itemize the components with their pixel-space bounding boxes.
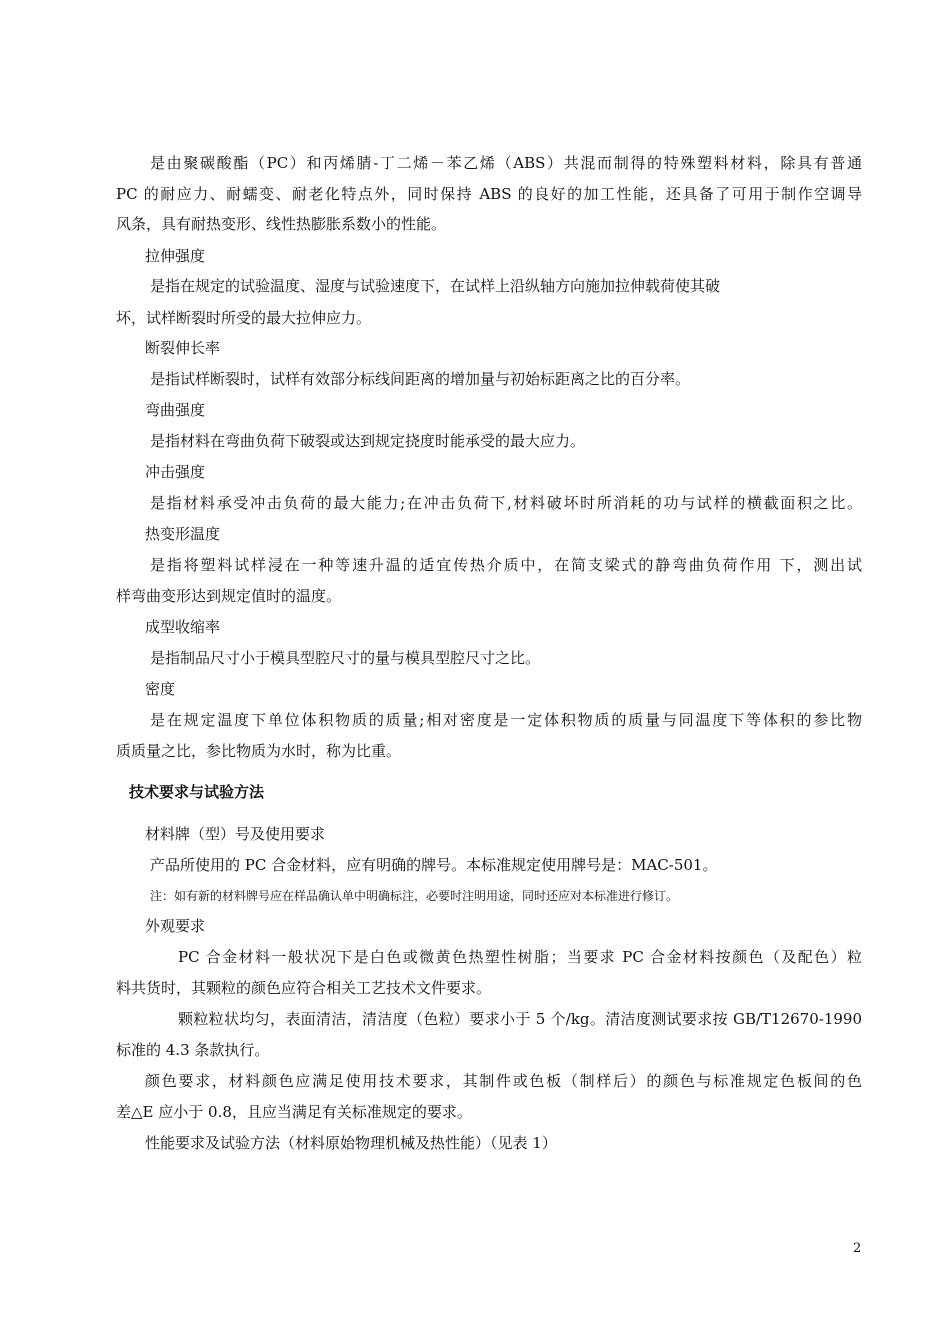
- material-grade-note: 注：如有新的材料牌号应在样品确认单中明确标注，必要时注明用途，同时还应对本标准进行修订。: [150, 889, 679, 903]
- heat-deflection-def-line-2: 样弯曲变形达到规定值时的温度。: [116, 587, 342, 605]
- density-def-line-1: 是在规定温度下单位体积物质的质量;相对密度是一定体积物质的质量与同温度下等体积的参比物: [150, 711, 862, 729]
- tensile-def-line-1: 是指在规定的试验温度、湿度与试验速度下，在试样上沿纵轴方向施加拉伸载荷使其破: [150, 277, 721, 295]
- term-mold-shrinkage: 成型收缩率: [145, 618, 221, 636]
- appearance-p3-line-2: 差△E 应小于 0.8，且应当满足有关标准规定的要求。: [116, 1103, 472, 1121]
- term-heat-deflection: 热变形温度: [145, 525, 221, 543]
- appearance-p1-line-2: 料共货时，其颗粒的颜色应符合相关工艺技术文件要求。: [116, 979, 492, 997]
- term-tensile-strength: 拉伸强度: [145, 247, 206, 265]
- elongation-def: 是指试样断裂时，试样有效部分标线间距离的增加量与初始标距离之比的百分率。: [150, 370, 691, 388]
- tensile-def-line-2: 坏，试样断裂时所受的最大拉伸应力。: [116, 309, 372, 327]
- heat-deflection-def-line-1: 是指将塑料试样浸在一种等速升温的适宜传热介质中，在简支梁式的静弯曲负荷作用 下，测出试: [150, 556, 862, 574]
- material-grade-title: 材料牌（型）号及使用要求: [145, 825, 326, 843]
- term-impact-strength: 冲击强度: [145, 463, 206, 481]
- intro-line-2: PC 的耐应力、耐蠕变、耐老化特点外，同时保持 ABS 的良好的加工性能，还具备了可用于制作空调导: [116, 185, 862, 203]
- term-elongation: 断裂伸长率: [145, 339, 221, 357]
- section-heading: 技术要求与试验方法: [129, 783, 265, 801]
- term-density: 密度: [145, 680, 176, 698]
- density-def-line-2: 质质量之比，参比物质为水时，称为比重。: [116, 742, 402, 760]
- mold-shrinkage-def: 是指制品尺寸小于模具型腔尺寸的量与模具型腔尺寸之比。: [150, 649, 541, 667]
- appearance-p2-line-2: 标准的 4.3 条款执行。: [116, 1041, 270, 1059]
- page-number: 2: [853, 1241, 862, 1256]
- material-grade-text: 产品所使用的 PC 合金材料，应有明确的牌号。本标准规定使用牌号是：MAC-501。: [150, 856, 718, 874]
- intro-line-1: 是由聚碳酸酯（PC）和丙烯腈-丁二烯－苯乙烯（ABS）共混而制得的特殊塑料材料，除具有普通: [150, 154, 862, 172]
- appearance-p3-line-1: 颜色要求，材料颜色应满足使用技术要求，其制件或色板（制样后）的颜色与标准规定色板间的色: [145, 1072, 862, 1090]
- appearance-title: 外观要求: [145, 917, 206, 935]
- flexural-def: 是指材料在弯曲负荷下破裂或达到规定挠度时能承受的最大应力。: [150, 432, 586, 450]
- performance-title: 性能要求及试验方法（材料原始物理机械及热性能）（见表 1）: [145, 1134, 557, 1152]
- intro-line-3: 风条，具有耐热变形、线性热膨胀系数小的性能。: [116, 215, 447, 233]
- term-flexural-strength: 弯曲强度: [145, 401, 206, 419]
- appearance-p2-line-1: 颗粒粒状均匀，表面清洁，清洁度（色粒）要求小于 5 个/kg。清洁度测试要求按 GB/T12670-1990: [178, 1010, 862, 1028]
- impact-def: 是指材料承受冲击负荷的最大能力;在冲击负荷下,材料破坏时所消耗的功与试样的横截面积之比。: [150, 494, 862, 512]
- appearance-p1-line-1: PC 合金材料一般状况下是白色或微黄色热塑性树脂；当要求 PC 合金材料按颜色（及配色）粒: [178, 948, 862, 966]
